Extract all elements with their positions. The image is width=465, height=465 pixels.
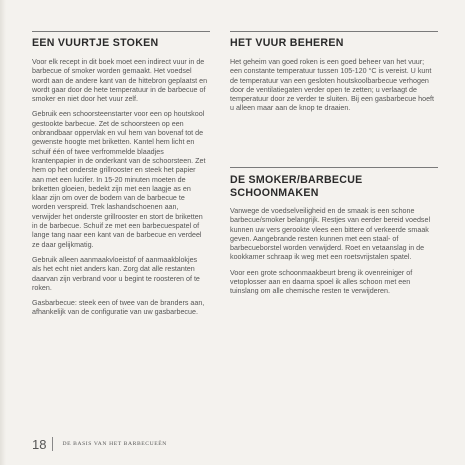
chapter-title: DE BASIS VAN HET BARBECUEËN <box>62 441 167 447</box>
right-body-text-2 <box>230 207 438 297</box>
footer-separator <box>52 437 53 451</box>
heading-vuurtje-stoken: EEN VUURTJE STOKEN <box>32 37 159 49</box>
paragraph: Voor elk recept in dit boek moet een indirect vuur in de barbecue of smoker worden gemaakt. Het voedsel wordt aan de andere kant van de hittebron geplaatst en wordt gaar door de hete temperatuur in de barbecue of smoker en niet door het vuur zelf. <box>32 58 208 104</box>
left-top-rule <box>32 31 210 32</box>
heading-vuur-beheren: HET VUUR BEHEREN <box>230 37 344 49</box>
paragraph: Het geheim van goed roken is een goed beheer van het vuur; een constante temperatuur tussen 105-120 °C is vereist. U kunt de temperatuur van een gesloten houtskoolbarbecue verhogen door de ventilatiegaten verder open te zetten; u verlaagt de temperatuur door ze verder te sluiten. Bij een gasbarbecue hoeft u alleen maar aan de knop te draaien. <box>230 58 435 113</box>
section-rule <box>230 167 438 168</box>
page-number: 18 <box>32 436 47 452</box>
paragraph: Gebruik alleen aanmaakvloeistof of aanmaakblokjes als het echt niet anders kan. Zorg dat alle restanten daarvan zijn verbrand voor u begint te roosteren of te roken. <box>32 255 200 292</box>
right-top-rule <box>230 31 438 32</box>
paragraph: Voor een grote schoonmaakbeurt breng ik ovenreiniger of vetoplosser aan en daarna spoel ik alles schoon met een tuinslang om alle chemische resten te verwijderen. <box>230 268 413 296</box>
page-gutter-shadow <box>0 0 6 465</box>
right-body-text-1 <box>230 58 436 120</box>
page-footer <box>32 436 167 452</box>
paragraph: Vanwege de voedselveiligheid en de smaak is een schone barbecue/smoker belangrijk. Restjes van eerder bereid voedsel kunnen uw vers gerookte vlees een bittere of verkeerde smaak geven. Aangebrande resten kunnen met een staal- of barbecueborstel worden verwijderd. Roet en vetaanslag in de kookkamer schraap ik weg met een roetsvrijstalen spatel. <box>230 207 431 262</box>
left-body-text <box>32 58 208 324</box>
paragraph: Gasbarbecue: steek een of twee van de branders aan, afhankelijk van de configuratie van uw gasbarbecue. <box>32 299 205 317</box>
section-schoonmaken <box>230 167 438 303</box>
heading-smoker-schoonmaken: DE SMOKER/BARBECUE SCHOONMAKEN <box>230 174 363 199</box>
paragraph: Gebruik een schoorsteenstarter voor een op houtskool gestookte barbecue. Zet de schoorsteen op een onbrandbaar oppervlak en vul hem van bovenaf tot de gewenste hoogte met briketten. Kantel hem licht en schuif één of twee verfrommelde blaadjes krantenpapier in de onderkant van de schoorsteen. Zet hem op het onderste grillrooster en steek het papier aan met een lucifer. In 15-20 minuten moeten de briketten gloeien, bedekt zijn met een laagje as en klaar zijn om over de bodem van de barbecue te worden verspreid. Trek lashandschoenen aan, verwijder het onderste grillrooster en stort de briketten in de barbecue. Schuif ze met een barbecuespatel of lange tang naar een kant van de barbecue en verdeel ze daar gelijkmatig. <box>32 110 206 249</box>
